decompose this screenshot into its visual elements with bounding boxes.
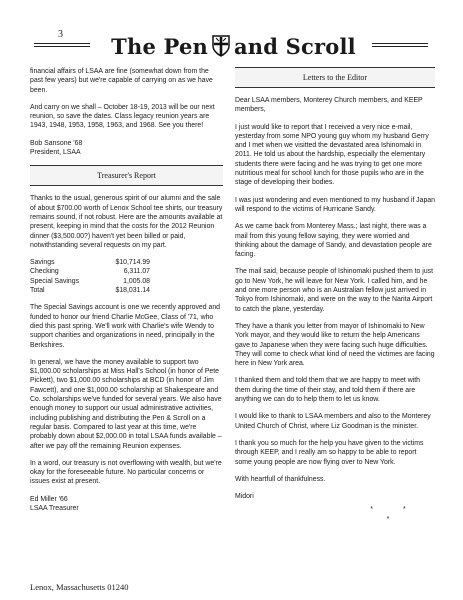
closing-mark: * * * [370,506,420,523]
balance-amount: 6,311.07 [123,268,150,276]
letter-paragraph: I thank you so much for the help you have given to the victims through KEEP, and I really am so happy to be able to report some young people are now flying over to New York. [235,439,424,466]
president-title: President, LSAA [30,149,81,157]
letters-heading: Letters to the Editor [235,67,435,88]
balance-amount: $18,031.14 [115,287,150,295]
newsletter-title [96,29,371,63]
letter-paragraph: I was just wondering and even mentioned to my husband if Japan will respond to the victims of Hurricane Sandy. [235,196,435,213]
letter-salutation: Dear LSAA members, Monterey Church members, and KEEP members, [235,97,423,114]
masthead [0,0,463,72]
letter-paragraph: I thanked them and told them that we are happy to meet with them during the time of their stay, and told them if there are anything we can do to help them to let us know. [235,377,421,404]
letter-paragraph: I just would like to report that I received a very nice e-mail, yesterday from some NPO young guy whom my husband Gerry and I met when we visitted the devastated area Ishinomaki in 2011. He told us about the hardship, especially the elementary students there were facing and he was trying to get one more nutritious meal for school lunch for those pupils who are in the stage of developing their bodies. [235,123,429,187]
treasurer-name: Ed Miller '66 [30,495,68,503]
balance-label: Savings [30,259,55,267]
masthead-rule-right [372,43,428,47]
treasurer-title: LSAA Treasurer [30,504,79,512]
right-column [235,67,435,524]
president-name: Bob Sansone '68 [30,139,83,147]
table-row [30,258,150,267]
table-row [30,277,150,286]
letter-paragraph: With heartfull of thankfulness. [235,475,326,483]
balance-label: Checking [30,268,59,276]
masthead-rule-left [34,43,90,47]
title-right: and Scroll [233,33,356,59]
table-row [30,267,150,276]
treasurer-paragraph-4: In a word, our treasury is not overflowing with wealth, but we're okay for the foreseeable future. No particular concerns or issues exist at present. [30,459,222,486]
crest-icon [211,34,231,58]
balance-label: Total [30,287,45,295]
balance-amount: 1,005.08 [123,277,150,285]
treasurer-paragraph-1: Thanks to the usual, generous spirit of our alumni and the sale of about $700.00 worth of Lenox School tee shirts, our treasury remains sound, if not robust. Here are the amounts available at present, keeping in mind that the costs for the 2012 Reunion dinner ($3,500.00?) haven't yet been billed or paid, notwithstanding several requests on my part. [30,195,223,249]
letter-signature: Midori [235,493,254,501]
letter-paragraph: The mail said, because people of Ishinomaki pushed them to just go to New York, he will leave for New York. I called him, and he and one more person who is an Australian fellow just arrived in Tokyo from Ishinomaki, and were on the way to the Narita Airport to catch the plane, yesterday. [235,268,434,313]
treasurer-report-heading: Treasurer's Report [30,165,223,186]
treasurer-paragraph-2: The Special Savings account is one we recently approved and funded to honor our friend Charlie McGee, Class of '71, who died this past spring. We'll work with Charlie's wife Wendy to support charities and organizations in need, principally in the Berkshires. [30,304,220,349]
balance-label: Special Savings [30,277,80,285]
letter-paragraph: They have a thank you letter from mayor of Ishinomaki to New York mayor, and they would like to return the help Americans gave to Japanese when they were facing such huge difficulties. They will come to check what kind of need the victimes are facing here in New York area. [235,322,435,368]
page-number: 3 [58,29,63,40]
treasurer-paragraph-3: In general, we have the money available to support two $1,000.00 scholarships at Miss Hall's School (in honor of Pete Pickett), two $1,000.00 scholarships at BCD (in honor of Jim Fawcett), and one $1,000.00 scholarship at Shakespeare and Co. scholarships we've funded for several years. We also have enough money to support our usual administrative activities, including publishing and distributing the Pen & Scroll on a regular basis. Compared to last year at this time, we're probably down about $2,000.00 in total LSAA funds available – after we pay off the remaining Reunion expenses. [30,358,222,450]
left-column [30,67,223,521]
footer-location: Lenox, Massachusetts 01240 [30,582,129,592]
title-left: The Pen [111,33,208,59]
balance-amount: $10,714.99 [115,259,150,267]
table-row [30,286,150,295]
letter-paragraph: I would like to thank to LSAA members and also to the Monterey United Church of Christ, where Liz Goodman is the minister. [235,413,431,430]
balances-table [30,258,150,295]
intro-paragraph-1: financial affairs of LSAA are fine (somewhat down from the past few years) but we're capable of carrying on as we have been. [30,68,213,94]
letter-paragraph: As we came back from Monterey Mass.; last night, there was a mail from this young fellow saying, they were worried and thinking about the damage of Sandy, and devastation people are facing. [235,223,432,259]
intro-paragraph-2: And carry on we shall – October 18-19, 2013 will be our next reunion, so save the dates. Class legacy reunion years are 1943, 1948, 1953, 1958, 1963, and 1968. See you there! [30,103,215,130]
